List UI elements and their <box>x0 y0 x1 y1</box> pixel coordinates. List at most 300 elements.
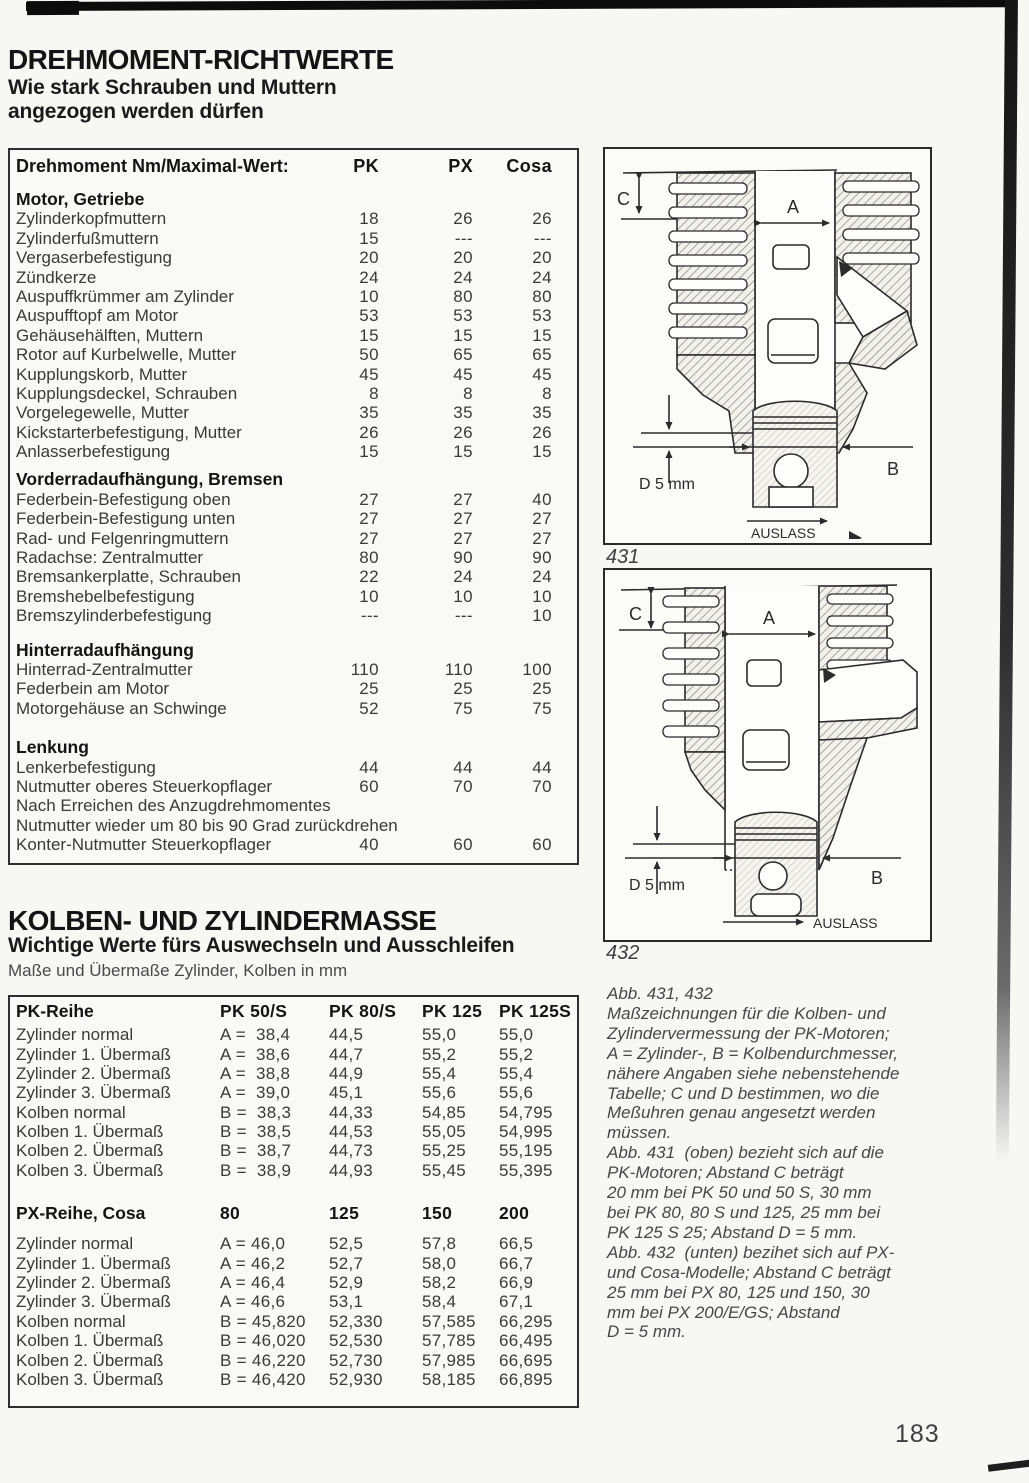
dimension-value: 58,0 <box>422 1253 457 1273</box>
dimension-value: 58,4 <box>422 1292 457 1312</box>
value-cosa: 15 <box>532 442 552 462</box>
dimension-value: 57,985 <box>422 1350 476 1370</box>
dimension-value: 66,895 <box>499 1369 553 1389</box>
caption-line: Abb. 431 (oben) bezieht sich auf die <box>607 1143 884 1163</box>
value-pk: 10 <box>359 586 379 606</box>
value-px: --- <box>454 606 473 626</box>
table-row <box>10 268 577 287</box>
table-row <box>10 403 577 422</box>
dimension-value: A = 39,0 <box>220 1083 291 1103</box>
value-pk: 26 <box>359 422 379 442</box>
dimension-value: 55,0 <box>499 1025 534 1045</box>
value-cosa: 25 <box>532 679 552 699</box>
dimension-value: 58,185 <box>422 1369 476 1389</box>
value-px: 75 <box>453 698 473 718</box>
value-px: 20 <box>453 248 473 268</box>
dimension-col-header: 80 <box>220 1203 241 1224</box>
value-pk: --- <box>360 606 379 626</box>
fig432-label-d: D 5 mm <box>629 877 685 894</box>
table-row <box>10 529 577 548</box>
table-row <box>10 345 577 364</box>
caption-line: 25 mm bei PX 80, 125 und 150, 30 <box>607 1282 870 1302</box>
fig431-label-b: B <box>887 459 900 479</box>
value-cosa: --- <box>533 228 552 248</box>
torque-section-title: DREHMOMENT-RICHTWERTE <box>8 44 394 75</box>
cylinder-piston-diagram-px <box>605 570 926 936</box>
figure-432 <box>603 568 932 942</box>
row-label: Hinterrad-Zentralmutter <box>16 659 193 679</box>
dimension-value: A = 46,0 <box>220 1234 286 1254</box>
dimension-value: 66,5 <box>499 1234 534 1254</box>
fig432-label-a: A <box>763 608 776 628</box>
row-label: Vorgelegewelle, Mutter <box>16 403 189 423</box>
value-cosa: 65 <box>532 345 552 365</box>
scan-edge-top <box>26 0 1008 11</box>
row-label: Zylinder normal <box>16 1234 134 1254</box>
table-row <box>10 1161 577 1180</box>
value-pk: 25 <box>359 679 379 699</box>
row-label: Kupplungskorb, Mutter <box>16 364 188 384</box>
value-cosa: 24 <box>532 267 552 287</box>
value-px: 15 <box>453 325 473 345</box>
value-cosa: 26 <box>532 422 552 442</box>
table-row <box>10 287 577 306</box>
dimension-value: 55,395 <box>499 1160 553 1180</box>
value-pk: 27 <box>359 528 379 548</box>
cylinder-piston-diagram-pk <box>605 149 926 539</box>
fig432-label-auslass: AUSLASS <box>813 915 878 931</box>
figure-432-number: 432 <box>606 942 640 964</box>
row-label: Kolben 2. Übermaß <box>16 1350 164 1370</box>
value-cosa: 10 <box>532 606 552 626</box>
value-pk: 27 <box>359 509 379 529</box>
dimension-value: 57,585 <box>422 1311 476 1331</box>
value-pk: 60 <box>359 776 379 796</box>
dimension-value: 52,330 <box>329 1311 383 1331</box>
table-row <box>10 509 577 528</box>
value-cosa: 15 <box>532 325 552 345</box>
torque-group <box>10 190 577 461</box>
dimension-value: 52,9 <box>329 1273 364 1293</box>
dimension-value: 44,33 <box>329 1102 374 1122</box>
row-label: Zylinder 3. Übermaß <box>16 1292 171 1312</box>
value-pk: 53 <box>359 306 379 326</box>
row-label: Auspufftopf am Motor <box>16 306 179 326</box>
scan-edge-top-nub <box>27 1 79 15</box>
dims-section-subtitle: Wichtige Werte fürs Auswechseln und Ausschleifen <box>8 934 515 957</box>
dimension-value: A = 38,6 <box>220 1044 291 1064</box>
torque-col-px: PX <box>448 156 473 176</box>
caption-line: A = Zylinder-, B = Kolbendurchmesser, <box>607 1043 899 1063</box>
value-px: 24 <box>453 267 473 287</box>
table-row <box>10 699 577 718</box>
dimension-value: 66,9 <box>499 1273 534 1293</box>
table-row <box>10 1141 577 1160</box>
value-px: 45 <box>453 364 473 384</box>
row-label: Auspuffkrümmer am Zylinder <box>16 286 234 306</box>
value-px: 44 <box>453 757 473 777</box>
torque-group <box>10 470 577 625</box>
dimension-value: 54,795 <box>499 1102 553 1122</box>
table-row <box>10 1292 577 1311</box>
dimension-value: B = 46,020 <box>220 1331 306 1351</box>
dimension-value: 44,93 <box>329 1160 374 1180</box>
dimension-value: B = 45,820 <box>220 1311 306 1331</box>
value-px: 70 <box>453 776 473 796</box>
row-label: Zylinderkopfmuttern <box>16 209 167 229</box>
value-cosa: 45 <box>532 364 552 384</box>
value-px: --- <box>454 228 473 248</box>
caption-line: PK-Motoren; Abstand C beträgt <box>607 1163 844 1183</box>
caption-line: Maßzeichnungen für die Kolben- und <box>607 1003 886 1023</box>
caption-line: mm bei PX 200/E/GS; Abstand <box>607 1302 840 1322</box>
value-cosa: 90 <box>532 548 552 568</box>
row-label: Federbein am Motor <box>16 679 170 699</box>
page-number: 183 <box>895 1420 940 1448</box>
row-label: Rad- und Felgenringmuttern <box>16 528 229 548</box>
row-label: Gehäusehälften, Muttern <box>16 325 204 345</box>
dimension-value: 55,2 <box>499 1044 534 1064</box>
table-row <box>10 567 577 586</box>
value-px: 24 <box>453 567 473 587</box>
caption-line: D = 5 mm. <box>607 1322 686 1342</box>
caption-line: müssen. <box>607 1123 672 1143</box>
value-cosa: 70 <box>532 776 552 796</box>
value-pk: 52 <box>359 698 379 718</box>
figure-431 <box>603 147 932 545</box>
value-cosa: 24 <box>532 567 552 587</box>
caption-line: Abb. 431, 432 <box>607 984 713 1003</box>
fig432-label-b: B <box>871 868 884 888</box>
value-pk: 20 <box>359 248 379 268</box>
dims-section-note: Maße und Übermaße Zylinder, Kolben in mm <box>8 961 348 980</box>
dimension-value: A = 38,8 <box>220 1064 291 1084</box>
value-px: 8 <box>463 383 473 403</box>
dimension-value: A = 38,4 <box>220 1025 291 1045</box>
row-label: Lenkerbefestigung <box>16 757 156 777</box>
row-label: Zylinder 1. Übermaß <box>16 1253 171 1273</box>
dimension-col-header: 200 <box>499 1203 530 1224</box>
value-cosa: 60 <box>532 835 552 855</box>
dimension-value: 52,730 <box>329 1350 383 1370</box>
dimension-value: B = 38,7 <box>220 1141 292 1161</box>
scan-edge-corner <box>988 1459 1029 1472</box>
value-cosa: 80 <box>532 286 552 306</box>
dimension-value: 52,530 <box>329 1331 383 1351</box>
value-px: 110 <box>444 659 473 679</box>
fig431-label-a: A <box>787 197 800 217</box>
table-row <box>10 1103 577 1122</box>
table-row <box>10 660 577 679</box>
row-label: Zündkerze <box>16 267 97 287</box>
row-label: Kolben 2. Übermaß <box>16 1141 164 1161</box>
dimension-value: 44,9 <box>329 1064 364 1084</box>
table-row <box>10 423 577 442</box>
dimension-col-header: PX-Reihe, Cosa <box>16 1203 146 1224</box>
dimension-value: 55,2 <box>422 1044 457 1064</box>
torque-table <box>8 148 579 865</box>
row-label: Anlasserbefestigung <box>16 442 171 462</box>
value-px: 27 <box>453 489 473 509</box>
dimension-col-header: PK-Reihe <box>16 1001 94 1021</box>
dimension-value: 44,7 <box>329 1044 364 1064</box>
dimension-value: 67,1 <box>499 1292 534 1312</box>
row-label: Zylinder 1. Übermaß <box>16 1044 171 1064</box>
row-label: Zylinderfußmuttern <box>16 228 159 248</box>
table-row <box>10 796 577 815</box>
dimension-value: 54,85 <box>422 1102 467 1122</box>
value-pk: 15 <box>359 442 379 462</box>
fig431-label-auslass: AUSLASS <box>751 525 816 539</box>
value-cosa: 10 <box>532 586 552 606</box>
dimension-value: 66,695 <box>499 1350 553 1370</box>
row-label: Zylinder normal <box>16 1025 134 1045</box>
table-row <box>10 326 577 345</box>
fig431-label-c: C <box>617 189 630 209</box>
row-label: Kolben normal <box>16 1311 126 1331</box>
dimension-value: 44,5 <box>329 1025 364 1045</box>
dimension-value: 55,6 <box>422 1083 457 1103</box>
dimension-value: B = 38,3 <box>220 1102 292 1122</box>
table-row <box>10 1083 577 1102</box>
value-px: 60 <box>453 835 473 855</box>
row-label: Nach Erreichen des Anzugdrehmomentes <box>16 796 331 816</box>
table-row <box>10 679 577 698</box>
value-px: 27 <box>453 509 473 529</box>
torque-table-body <box>10 190 577 855</box>
table-row <box>10 758 577 777</box>
value-cosa: 53 <box>532 306 552 326</box>
table-row <box>10 1234 577 1253</box>
dimension-value: 55,45 <box>422 1160 467 1180</box>
dimension-value: A = 46,6 <box>220 1292 286 1312</box>
dimension-value: 55,25 <box>422 1141 467 1161</box>
dimension-value: 55,6 <box>499 1083 534 1103</box>
value-px: 53 <box>453 306 473 326</box>
row-label: Nutmutter wieder um 80 bis 90 Grad zurückdrehen <box>16 815 398 835</box>
value-px: 65 <box>453 345 473 365</box>
caption-line: Abb. 432 (unten) bezihet sich auf PX- <box>607 1242 895 1262</box>
value-px: 26 <box>453 422 473 442</box>
dimension-value: B = 38,5 <box>220 1122 292 1142</box>
value-pk: 40 <box>359 835 379 855</box>
dimension-col-header: 150 <box>422 1203 453 1224</box>
table-row <box>10 1045 577 1064</box>
caption-line: bei PK 80, 80 S und 125, 25 mm bei <box>607 1202 881 1222</box>
value-px: 90 <box>453 548 473 568</box>
row-label: Bremsankerplatte, Schrauben <box>16 567 241 587</box>
torque-group <box>10 738 577 854</box>
dimension-value: 44,53 <box>329 1122 374 1142</box>
value-pk: 27 <box>359 489 379 509</box>
dimension-col-header: PK 80/S <box>329 1001 397 1021</box>
row-label: Bremshebelbefestigung <box>16 586 195 606</box>
row-label: Kolben 1. Übermaß <box>16 1331 164 1351</box>
row-label: Kupplungsdeckel, Schrauben <box>16 383 238 403</box>
value-cosa: 8 <box>542 383 552 403</box>
row-label: Zylinder 2. Übermaß <box>16 1273 171 1293</box>
dimension-col-header: PK 50/S <box>220 1001 288 1021</box>
table-row <box>10 248 577 267</box>
value-pk: 35 <box>359 403 379 423</box>
table-row <box>10 835 577 854</box>
row-label: Zylinder 2. Übermaß <box>16 1064 171 1084</box>
dimension-value: 55,0 <box>422 1025 457 1045</box>
value-pk: 18 <box>359 209 379 229</box>
value-cosa: 27 <box>532 528 552 548</box>
value-pk: 45 <box>359 364 379 384</box>
row-label: Konter-Nutmutter Steuerkopflager <box>16 835 272 855</box>
dimension-value: 55,4 <box>422 1064 457 1084</box>
dimension-value: 66,7 <box>499 1253 534 1273</box>
row-label: Kickstarterbefestigung, Mutter <box>16 422 242 442</box>
dimension-value: 44,73 <box>329 1141 374 1161</box>
value-px: 80 <box>453 286 473 306</box>
row-label: Rotor auf Kurbelwelle, Mutter <box>16 345 237 365</box>
dimension-value: 55,4 <box>499 1064 534 1084</box>
figure-431-number: 431 <box>606 546 640 568</box>
table-row <box>10 384 577 403</box>
value-pk: 50 <box>359 345 379 365</box>
value-cosa: 44 <box>532 757 552 777</box>
value-pk: 24 <box>359 267 379 287</box>
row-label: Zylinder 3. Übermaß <box>16 1083 171 1103</box>
dimension-value: 52,930 <box>329 1369 383 1389</box>
dimension-value: 53,1 <box>329 1292 364 1312</box>
dimension-col-header: PK 125 <box>422 1001 483 1021</box>
dimension-value: 57,8 <box>422 1234 457 1254</box>
row-label: Motorgehäuse an Schwinge <box>16 698 227 718</box>
value-pk: 44 <box>359 757 379 777</box>
dimension-value: A = 46,4 <box>220 1273 286 1293</box>
torque-table-header <box>10 157 577 179</box>
value-pk: 80 <box>359 548 379 568</box>
torque-group-title: Vorderradaufhängung, Bremsen <box>16 469 284 490</box>
row-label: Kolben 1. Übermaß <box>16 1122 164 1142</box>
fig431-label-d: D 5 mm <box>639 476 695 493</box>
caption-line: Zylindervermessung der PK-Motoren; <box>607 1023 890 1043</box>
dimension-value: 57,785 <box>422 1331 476 1351</box>
table-row <box>10 777 577 796</box>
dimension-header-row <box>10 1002 577 1021</box>
torque-group-title: Lenkung <box>16 737 89 758</box>
table-row <box>10 1064 577 1083</box>
dimension-header-row <box>10 1204 577 1223</box>
table-row <box>10 306 577 325</box>
value-px: 26 <box>453 209 473 229</box>
torque-col-pk: PK <box>353 156 379 176</box>
row-label: Vergaserbefestigung <box>16 248 172 268</box>
torque-group <box>10 641 577 719</box>
row-label: Nutmutter oberes Steuerkopflager <box>16 776 273 796</box>
dimension-value: 58,2 <box>422 1273 457 1293</box>
table-row <box>10 587 577 606</box>
dims-section-title: KOLBEN- UND ZYLINDERMASSE <box>8 905 437 936</box>
value-cosa: 35 <box>532 403 552 423</box>
value-px: 35 <box>453 403 473 423</box>
table-row <box>10 442 577 461</box>
dimension-col-header: 125 <box>329 1203 360 1224</box>
table-row <box>10 606 577 625</box>
dimension-value: 52,5 <box>329 1234 364 1254</box>
table-row <box>10 1370 577 1389</box>
value-pk: 8 <box>369 383 379 403</box>
row-label: Federbein-Befestigung unten <box>16 509 236 529</box>
dimension-table-body <box>10 1002 577 1389</box>
table-row <box>10 1273 577 1292</box>
dimension-value: 55,195 <box>499 1141 553 1161</box>
row-label: Kolben 3. Übermaß <box>16 1369 164 1389</box>
torque-section-subtitle-2: angezogen werden dürfen <box>8 100 264 123</box>
dimension-value: 66,295 <box>499 1311 553 1331</box>
caption-line: 20 mm bei PK 50 und 50 S, 30 mm <box>607 1183 872 1203</box>
dimension-value: A = 46,2 <box>220 1253 286 1273</box>
value-cosa: 26 <box>532 209 552 229</box>
value-pk: 22 <box>359 567 379 587</box>
table-row <box>10 1331 577 1350</box>
table-row <box>10 1025 577 1044</box>
figure-caption <box>607 984 1002 1342</box>
value-px: 10 <box>453 586 473 606</box>
table-row <box>10 209 577 228</box>
dimension-value: 55,05 <box>422 1122 467 1142</box>
table-row <box>10 1254 577 1273</box>
torque-group-title: Hinterradaufhängung <box>16 639 194 660</box>
table-row <box>10 1312 577 1331</box>
value-pk: 10 <box>359 286 379 306</box>
row-label: Kolben normal <box>16 1102 126 1122</box>
value-cosa: 40 <box>532 489 552 509</box>
dimension-value: 66,495 <box>499 1331 553 1351</box>
value-cosa: 75 <box>532 698 552 718</box>
dimension-value: B = 46,420 <box>220 1369 306 1389</box>
dimension-value: 54,995 <box>499 1122 553 1142</box>
row-label: Bremszylinderbefestigung <box>16 606 212 626</box>
table-row <box>10 1122 577 1141</box>
caption-line: nähere Angaben siehe nebenstehende <box>607 1063 900 1083</box>
value-px: 15 <box>453 442 473 462</box>
caption-line: Tabelle; C und D bestimmen, wo die <box>607 1083 880 1103</box>
dimension-value: 52,7 <box>329 1253 364 1273</box>
dimension-table <box>8 995 579 1408</box>
torque-table-header-label: Drehmoment Nm/Maximal-Wert: <box>16 156 289 176</box>
table-row <box>10 490 577 509</box>
caption-line: Meßuhren genau angesetzt werden <box>607 1103 876 1123</box>
dimension-col-header: PK 125S <box>499 1001 572 1021</box>
dimension-value: 45,1 <box>329 1083 364 1103</box>
value-pk: 15 <box>359 228 379 248</box>
torque-group-title: Motor, Getriebe <box>16 189 145 209</box>
row-label: Radachse: Zentralmutter <box>16 548 204 568</box>
caption-line: und Cosa-Modelle; Abstand C beträgt <box>607 1262 891 1282</box>
table-row <box>10 1351 577 1370</box>
dimension-value: B = 46,220 <box>220 1350 306 1370</box>
table-row <box>10 548 577 567</box>
value-cosa: 27 <box>532 509 552 529</box>
value-px: 25 <box>453 679 473 699</box>
row-label: Kolben 3. Übermaß <box>16 1160 164 1180</box>
caption-line: PK 125 S 25; Abstand D = 5 mm. <box>607 1222 858 1242</box>
value-cosa: 20 <box>532 248 552 268</box>
dimension-value: B = 38,9 <box>220 1160 292 1180</box>
table-row <box>10 365 577 384</box>
value-cosa: 100 <box>522 659 552 679</box>
table-row <box>10 816 577 835</box>
row-label: Federbein-Befestigung oben <box>16 489 231 509</box>
torque-section-subtitle-1: Wie stark Schrauben und Muttern <box>8 76 337 99</box>
table-row <box>10 229 577 248</box>
fig432-label-c: C <box>629 604 642 624</box>
